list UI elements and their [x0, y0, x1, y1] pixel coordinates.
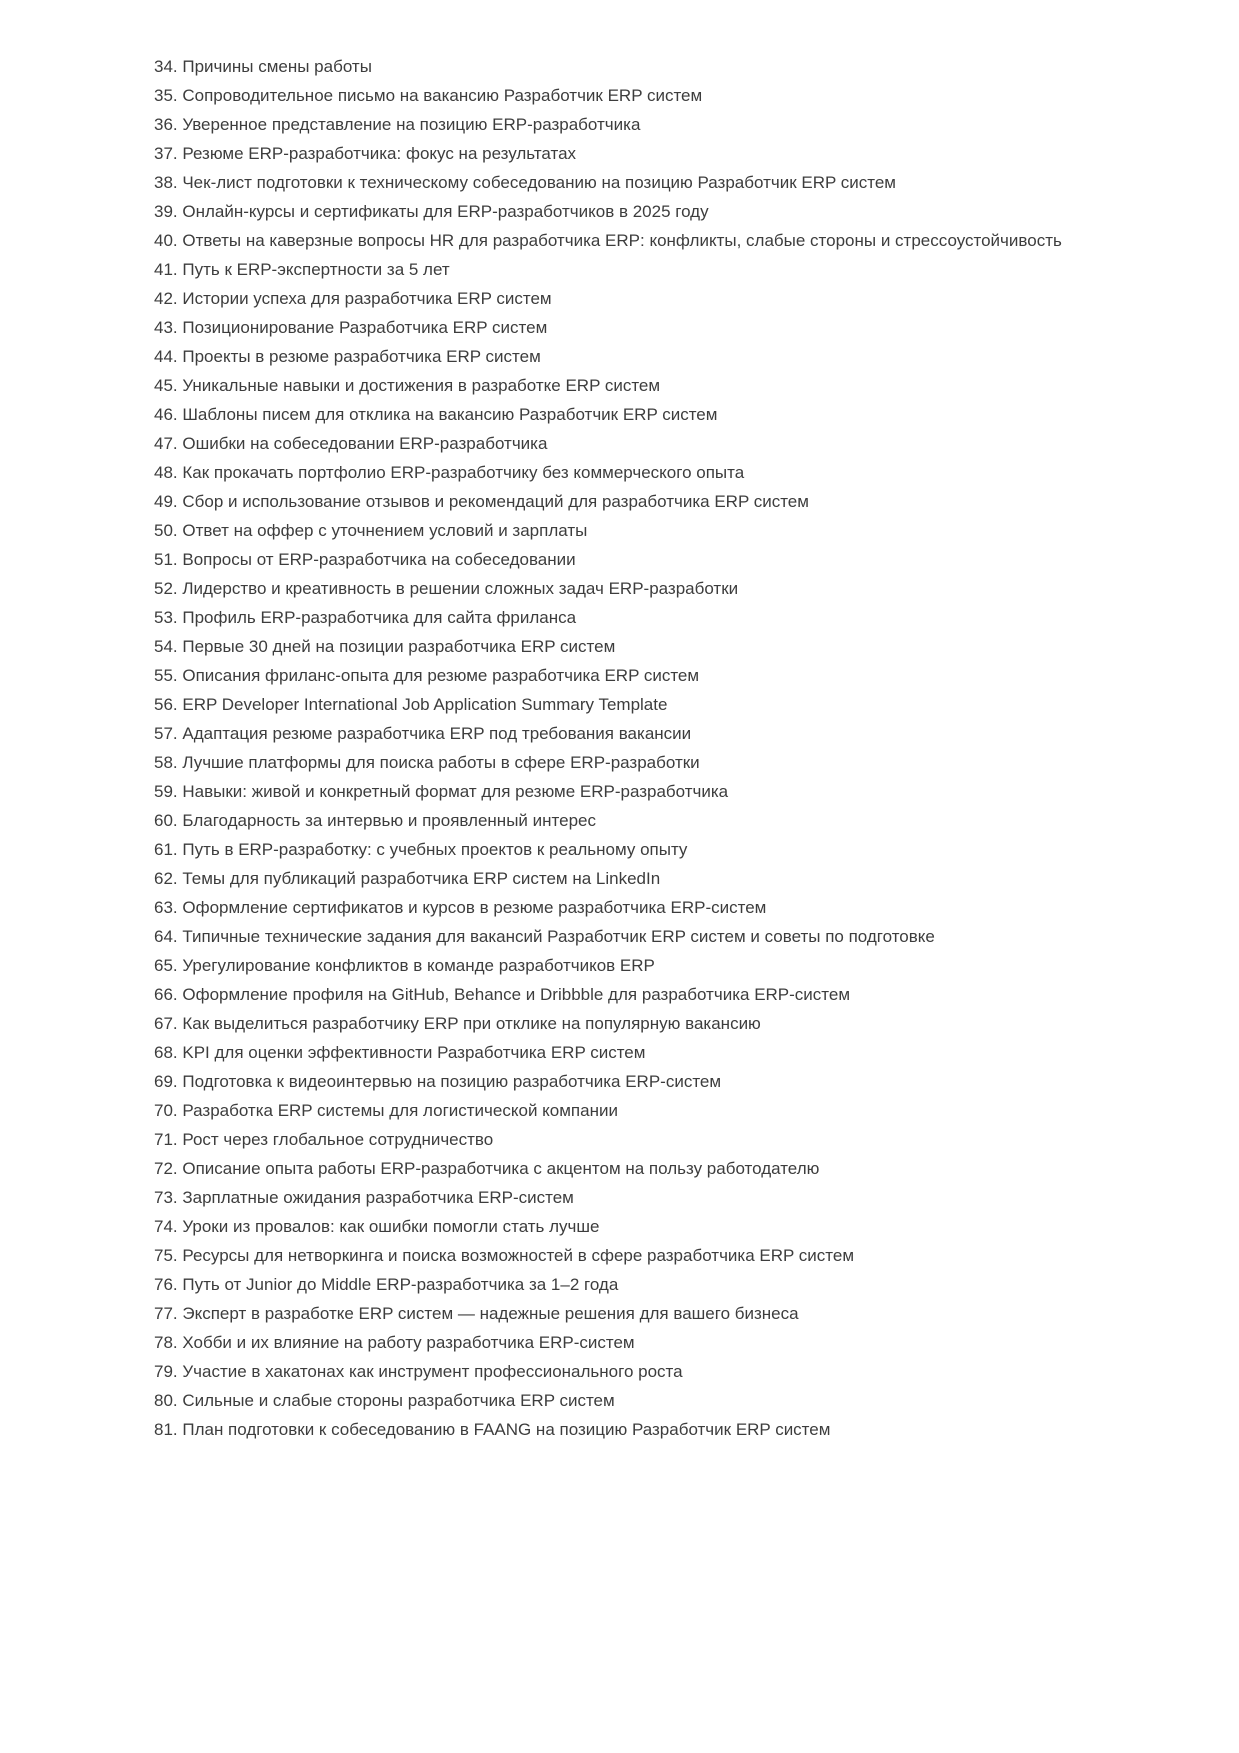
list-item: 36. Уверенное представление на позицию ERP-разработчика [154, 115, 641, 134]
topic-list [154, 52, 1086, 1444]
list-item: 78. Хобби и их влияние на работу разработчика ERP-систем [154, 1333, 635, 1352]
list-item: 75. Ресурсы для нетворкинга и поиска возможностей в сфере разработчика ERP систем [154, 1246, 855, 1265]
list-item: 63. Оформление сертификатов и курсов в резюме разработчика ERP-систем [154, 898, 767, 917]
list-item: 37. Резюме ERP-разработчика: фокус на результатах [154, 144, 577, 163]
list-item: 60. Благодарность за интервью и проявленный интерес [154, 811, 596, 830]
list-item: 65. Урегулирование конфликтов в команде разработчиков ERP [154, 956, 655, 975]
list-item: 48. Как прокачать портфолио ERP-разработчику без коммерческого опыта [154, 463, 745, 482]
list-item: 67. Как выделиться разработчику ERP при отклике на популярную вакансию [154, 1014, 761, 1033]
list-item: 49. Сбор и использование отзывов и рекомендаций для разработчика ERP систем [154, 492, 809, 511]
list-item: 42. Истории успеха для разработчика ERP систем [154, 289, 552, 308]
list-item: 53. Профиль ERP-разработчика для сайта фриланса [154, 608, 577, 627]
list-item: 68. KPI для оценки эффективности Разработчика ERP систем [154, 1043, 646, 1062]
list-item: 62. Темы для публикаций разработчика ERP систем на LinkedIn [154, 869, 661, 888]
list-item: 38. Чек-лист подготовки к техническому собеседованию на позицию Разработчик ERP систем [154, 173, 896, 192]
list-item: 43. Позиционирование Разработчика ERP систем [154, 318, 548, 337]
list-item: 58. Лучшие платформы для поиска работы в сфере ERP-разработки [154, 753, 700, 772]
list-item: 39. Онлайн-курсы и сертификаты для ERP-разработчиков в 2025 году [154, 202, 709, 221]
list-item: 79. Участие в хакатонах как инструмент профессионального роста [154, 1362, 683, 1381]
list-item: 64. Типичные технические задания для вакансий Разработчик ERP систем и советы по подготовке [154, 927, 935, 946]
list-item: 70. Разработка ERP системы для логистической компании [154, 1101, 618, 1120]
list-item: 59. Навыки: живой и конкретный формат для резюме ERP-разработчика [154, 782, 729, 801]
list-item: 54. Первые 30 дней на позиции разработчика ERP систем [154, 637, 616, 656]
list-item: 76. Путь от Junior до Middle ERP-разработчика за 1–2 года [154, 1275, 619, 1294]
list-item: 66. Оформление профиля на GitHub, Behance и Dribbble для разработчика ERP-систем [154, 985, 851, 1004]
list-item: 69. Подготовка к видеоинтервью на позицию разработчика ERP-систем [154, 1072, 722, 1091]
list-item: 50. Ответ на оффер с уточнением условий и зарплаты [154, 521, 588, 540]
list-item: 56. ERP Developer International Job Application Summary Template [154, 695, 668, 714]
list-item: 51. Вопросы от ERP-разработчика на собеседовании [154, 550, 576, 569]
list-item: 73. Зарплатные ожидания разработчика ERP-систем [154, 1188, 574, 1207]
list-item: 52. Лидерство и креативность в решении сложных задач ERP-разработки [154, 579, 739, 598]
list-item: 81. План подготовки к собеседованию в FAANG на позицию Разработчик ERP систем [154, 1420, 831, 1439]
list-item: 71. Рост через глобальное сотрудничество [154, 1130, 494, 1149]
list-item: 72. Описание опыта работы ERP-разработчика с акцентом на пользу работодателю [154, 1159, 820, 1178]
list-item: 46. Шаблоны писем для отклика на вакансию Разработчик ERP систем [154, 405, 718, 424]
list-item: 34. Причины смены работы [154, 57, 372, 76]
list-item: 55. Описания фриланс-опыта для резюме разработчика ERP систем [154, 666, 700, 685]
list-item: 61. Путь в ERP-разработку: с учебных проектов к реальному опыту [154, 840, 688, 859]
list-item: 45. Уникальные навыки и достижения в разработке ERP систем [154, 376, 661, 395]
list-item: 80. Сильные и слабые стороны разработчика ERP систем [154, 1391, 615, 1410]
list-item: 47. Ошибки на собеседовании ERP-разработчика [154, 434, 548, 453]
list-item: 74. Уроки из провалов: как ошибки помогли стать лучше [154, 1217, 600, 1236]
list-item: 77. Эксперт в разработке ERP систем — надежные решения для вашего бизнеса [154, 1304, 799, 1323]
list-item: 41. Путь к ERP-экспертности за 5 лет [154, 260, 450, 279]
list-item: 40. Ответы на каверзные вопросы HR для разработчика ERP: конфликты, слабые стороны и стрессоустойчивость [154, 231, 1062, 250]
list-item: 35. Сопроводительное письмо на вакансию Разработчик ERP систем [154, 86, 703, 105]
list-item: 44. Проекты в резюме разработчика ERP систем [154, 347, 541, 366]
list-item: 57. Адаптация резюме разработчика ERP под требования вакансии [154, 724, 692, 743]
